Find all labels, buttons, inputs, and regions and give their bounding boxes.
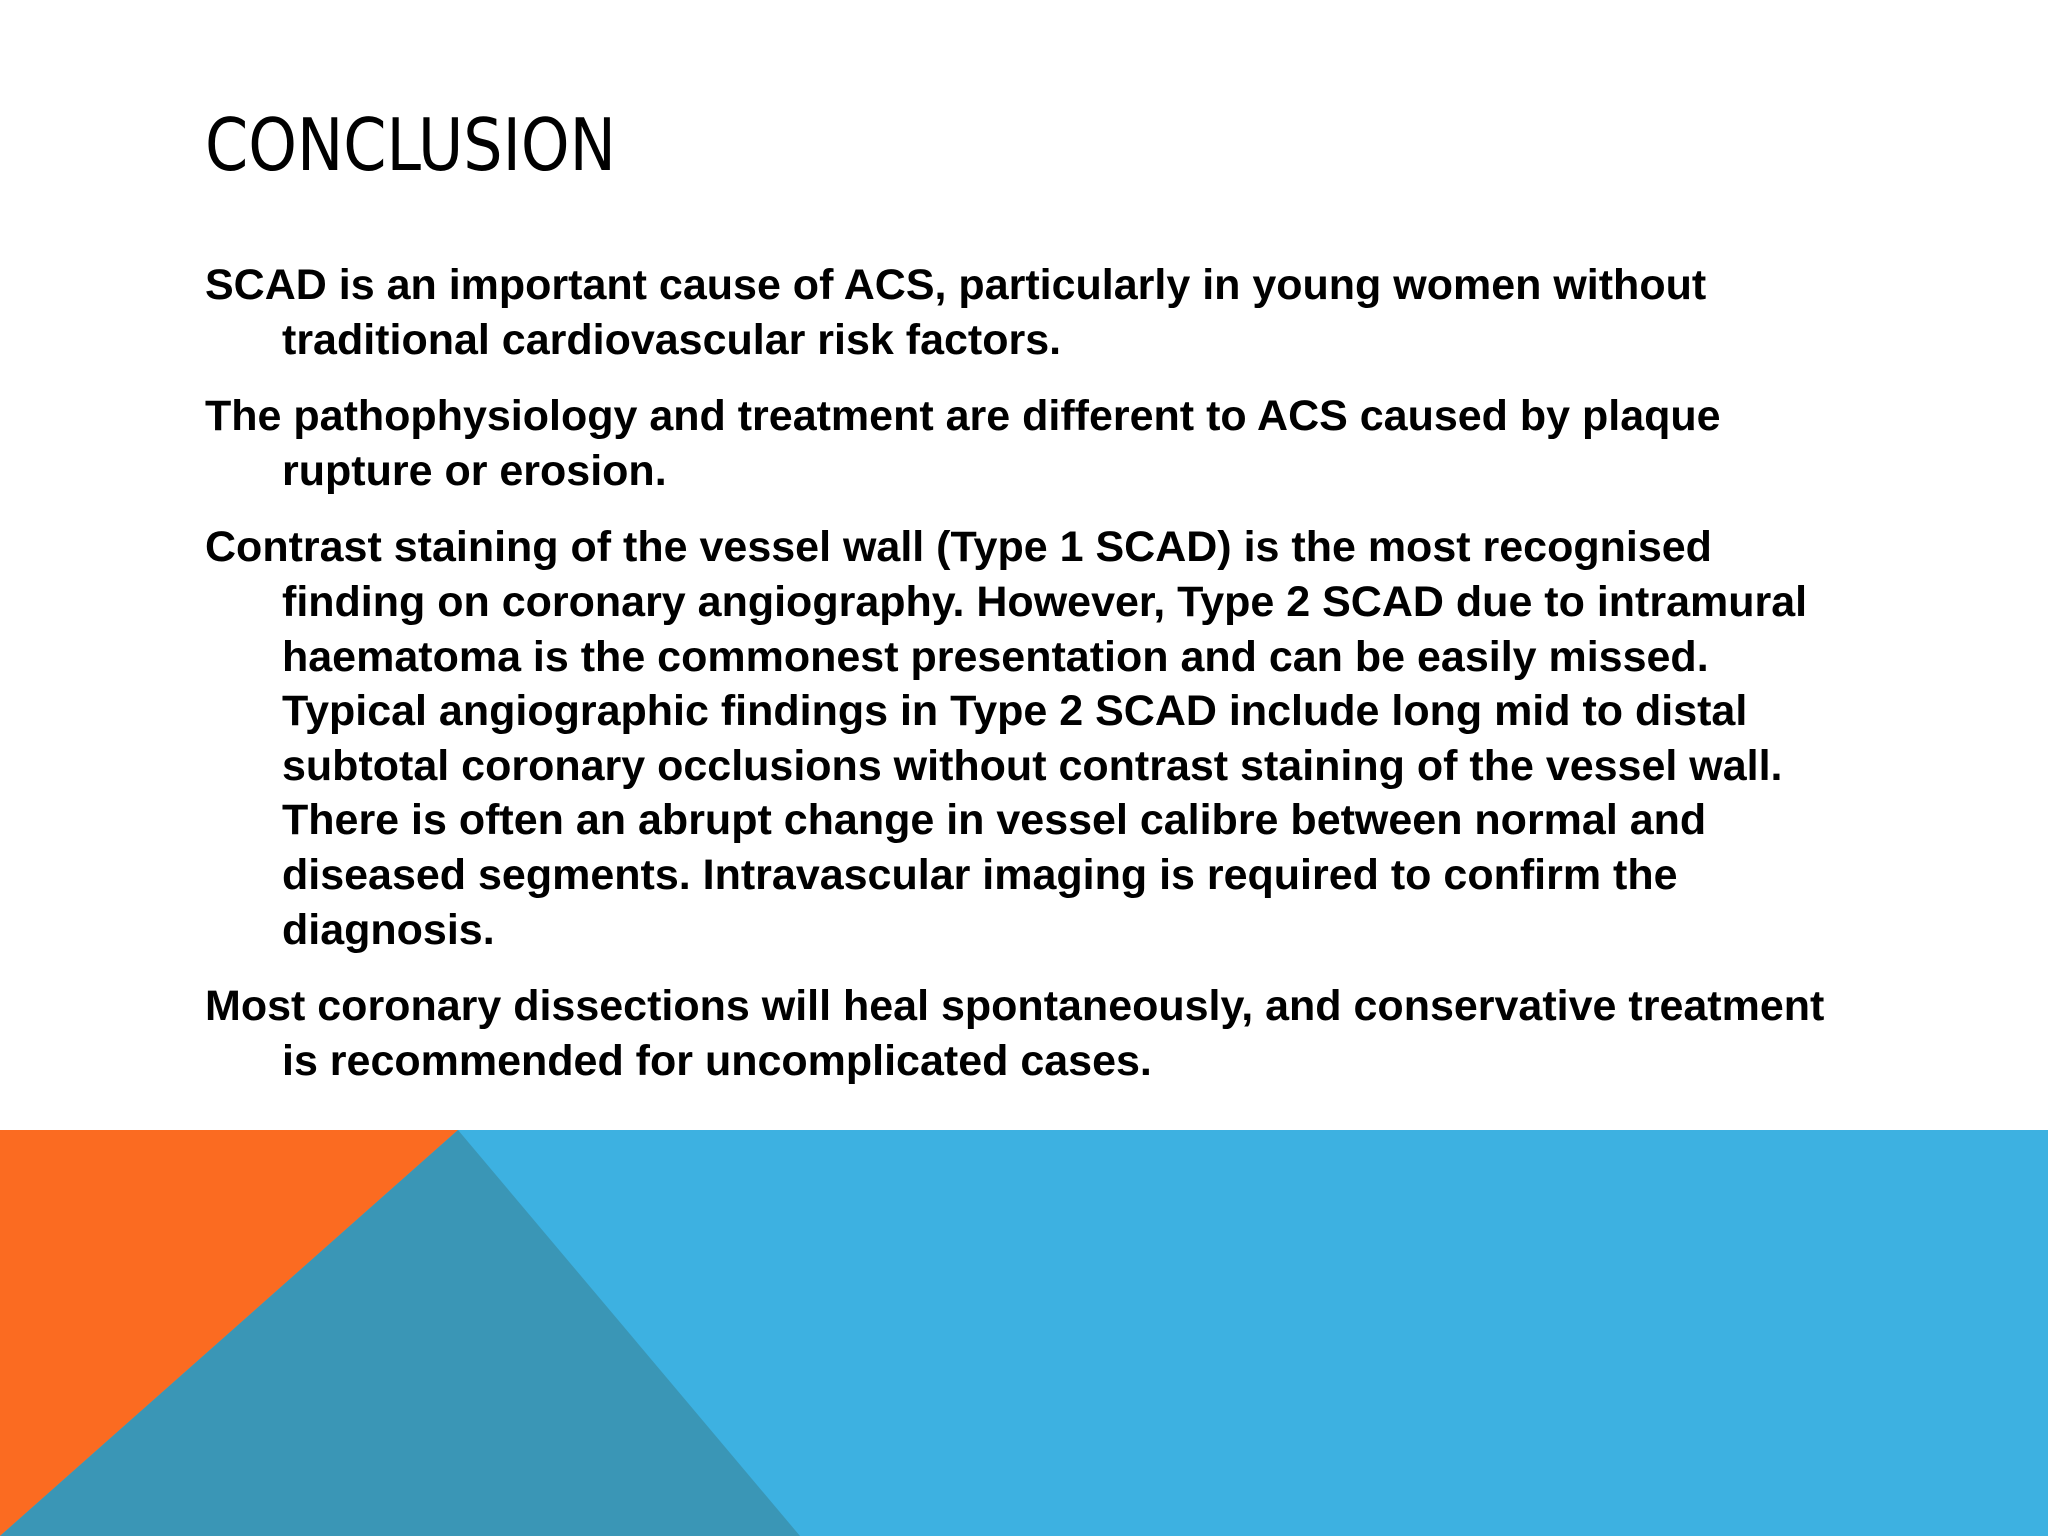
bullet-item-4: Most coronary dissections will heal spontaneously, and conservative treatment is recommended for uncomplicated cases. <box>205 982 1825 1085</box>
bullet-item-3: Contrast staining of the vessel wall (Type 1 SCAD) is the most recognised finding on coronary angiography. However, Type 2 SCAD due to intramural haematoma is the commonest presentation and can be easily missed. Typical angiographic findings in Type 2 SCAD include long mid to distal subtotal coronary occlusions without contrast staining of the vessel wall. There is often an abrupt change in vessel calibre between normal and diseased segments. Intravascular imaging is required to confirm the diagnosis. <box>205 523 1808 954</box>
slide-title: CONCLUSION <box>205 103 616 187</box>
bullet-list <box>205 258 1865 1110</box>
footer-decoration <box>0 1130 2048 1536</box>
bullet-item-1: SCAD is an important cause of ACS, particularly in young women without traditional cardiovascular risk factors. <box>205 261 1707 364</box>
bullet-item-2: The pathophysiology and treatment are different to ACS caused by plaque rupture or erosion. <box>205 392 1721 495</box>
